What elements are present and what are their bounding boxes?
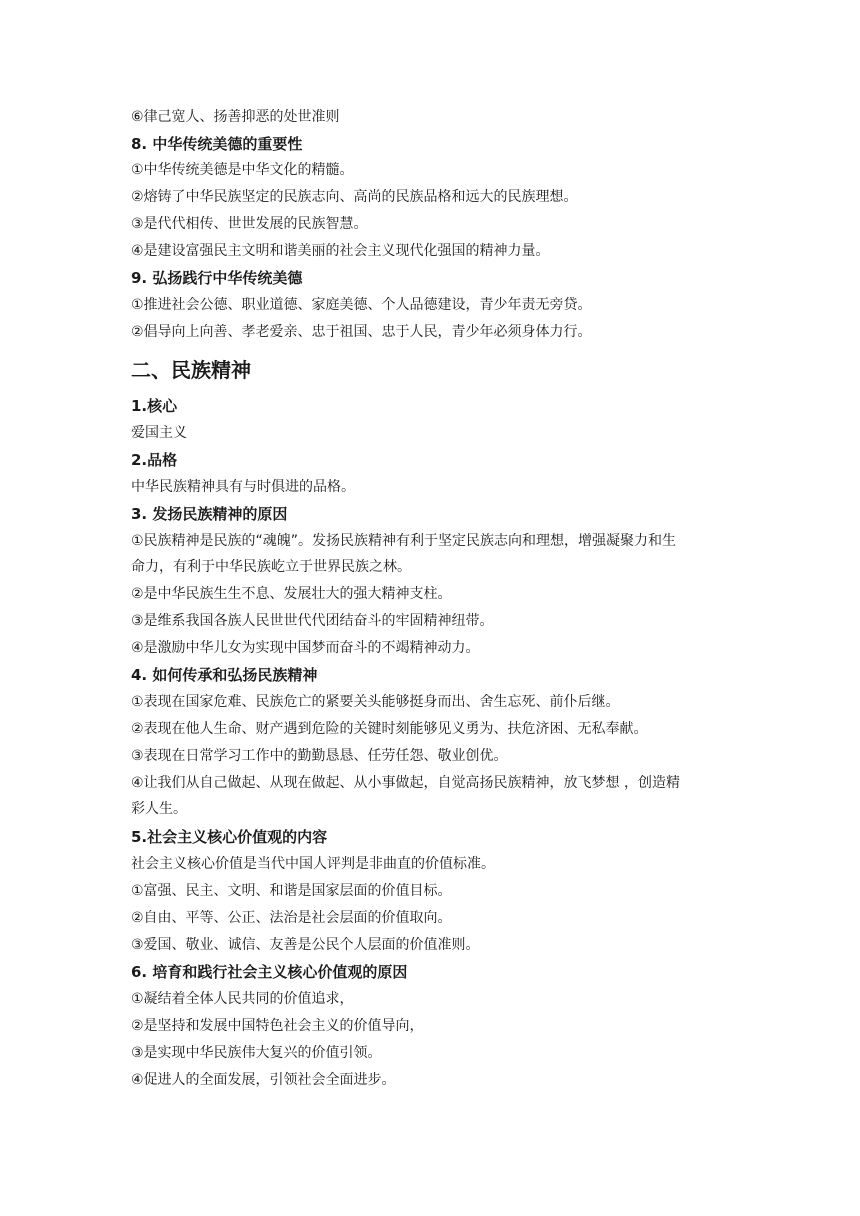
section-heading: 9. 弘扬践行中华传统美德 — [131, 269, 303, 287]
body-line: ②熔铸了中华民族坚定的民族志向、高尚的民族品格和远大的民族理想。 — [131, 189, 578, 205]
body-line: 中华民族精神具有与时俱进的品格。 — [131, 479, 355, 495]
body-line: 命力，有利于中华民族屹立于世界民族之林。 — [131, 559, 411, 575]
body-line: ①凝结着全体人民共同的价值追求， — [131, 991, 354, 1007]
body-line: ⑥律己宽人、扬善抑恶的处世准则 — [131, 109, 340, 125]
body-line: ①表现在国家危难、民族危亡的紧要关头能够挺身而出、舍生忘死、前仆后继。 — [131, 694, 620, 710]
body-line: ①推进社会公德、职业道德、家庭美德、个人品德建设，青少年责无旁贷。 — [131, 297, 592, 313]
body-line: 社会主义核心价值是当代中国人评判是非曲直的价值标准。 — [131, 856, 495, 872]
chapter-heading: 二、民族精神 — [131, 358, 251, 382]
body-line: ②是坚持和发展中国特色社会主义的价值导向， — [131, 1018, 424, 1034]
body-line: ②表现在他人生命、财产遇到危险的关键时刻能够见义勇为、扶危济困、无私奉献。 — [131, 721, 648, 737]
body-line: ①富强、民主、文明、和谐是国家层面的价值目标。 — [131, 883, 452, 899]
body-line: ④是建设富强民主文明和谐美丽的社会主义现代化强国的精神力量。 — [131, 243, 550, 259]
body-line: ②倡导向上向善、孝老爱亲、忠于祖国、忠于人民，青少年必须身体力行。 — [131, 324, 592, 340]
body-line: ③表现在日常学习工作中的勤勤恳恳、任劳任怨、敬业创优。 — [131, 748, 508, 764]
body-line: ③爱国、敬业、诚信、友善是公民个人层面的价值准则。 — [131, 937, 480, 953]
body-line: ①民族精神是民族的“魂魄”。发扬民族精神有利于坚定民族志向和理想，增强凝聚力和生 — [131, 533, 677, 549]
section-heading: 4. 如何传承和弘扬民族精神 — [131, 666, 318, 684]
section-heading: 1.核心 — [131, 397, 178, 415]
section-heading: 3. 发扬民族精神的原因 — [131, 505, 288, 523]
body-line: ②是中华民族生生不息、发展壮大的强大精神支柱。 — [131, 586, 452, 602]
section-heading: 2.品格 — [131, 451, 178, 469]
body-line: ③是维系我国各族人民世世代代团结奋斗的牢固精神纽带。 — [131, 613, 494, 629]
body-line: ①中华传统美德是中华文化的精髓。 — [131, 162, 354, 178]
section-heading: 5.社会主义核心价值观的内容 — [131, 828, 328, 846]
body-line: ③是代代相传、世世发展的民族智慧。 — [131, 216, 368, 232]
body-line: ④让我们从自己做起、从现在做起、从小事做起，自觉高扬民族精神，放飞梦想 ，创造精 — [131, 775, 680, 791]
body-line: ③是实现中华民族伟大复兴的价值引领。 — [131, 1045, 382, 1061]
section-heading: 8. 中华传统美德的重要性 — [131, 135, 303, 153]
body-line: 爱国主义 — [131, 425, 187, 441]
body-line: ④促进人的全面发展，引领社会全面进步。 — [131, 1072, 396, 1088]
body-line: 彩人生。 — [131, 801, 187, 817]
section-heading: 6. 培育和践行社会主义核心价值观的原因 — [131, 963, 408, 981]
body-line: ④是激励中华儿女为实现中国梦而奋斗的不竭精神动力。 — [131, 640, 480, 656]
body-line: ②自由、平等、公正、法治是社会层面的价值取向。 — [131, 910, 452, 926]
